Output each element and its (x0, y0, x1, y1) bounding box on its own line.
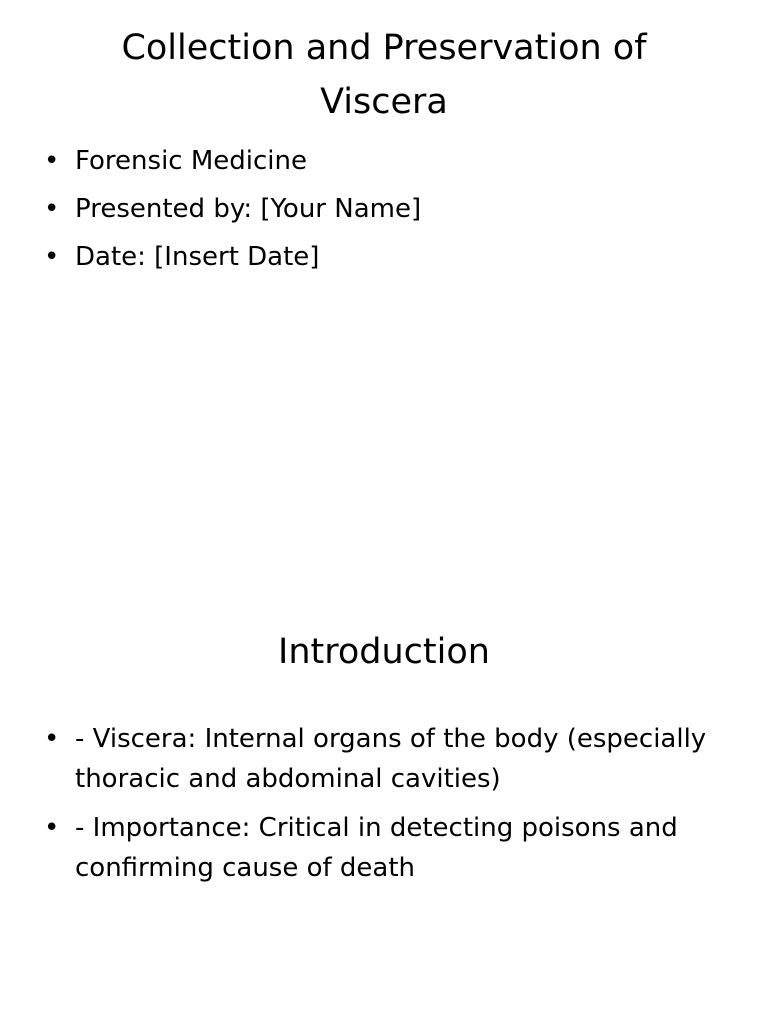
list-item (44, 808, 724, 888)
list-item (44, 237, 724, 277)
bullet-icon: • (44, 194, 60, 224)
slide-title: Introduction (278, 632, 490, 672)
bullet-text: Forensic Medicine (75, 146, 308, 176)
list-item (44, 719, 724, 799)
slide-title: Collection and Preservation of Viscera (121, 28, 647, 122)
slide-introduction (0, 576, 768, 1024)
bullet-icon: • (44, 724, 60, 754)
bullet-text: - Viscera: Internal organs of the body (especially thoracic and abdominal cavities) (75, 724, 707, 794)
bullet-text: - Importance: Critical in detecting poisons and confirming cause of death (75, 813, 678, 883)
bullet-icon: • (44, 813, 60, 843)
bullet-list (44, 141, 724, 285)
list-item (44, 141, 724, 181)
bullet-text: Date: [Insert Date] (75, 242, 320, 272)
bullet-list (44, 719, 724, 897)
list-item (44, 189, 724, 229)
bullet-text: Presented by: [Your Name] (75, 194, 422, 224)
bullet-icon: • (44, 242, 60, 272)
bullet-icon: • (44, 146, 60, 176)
